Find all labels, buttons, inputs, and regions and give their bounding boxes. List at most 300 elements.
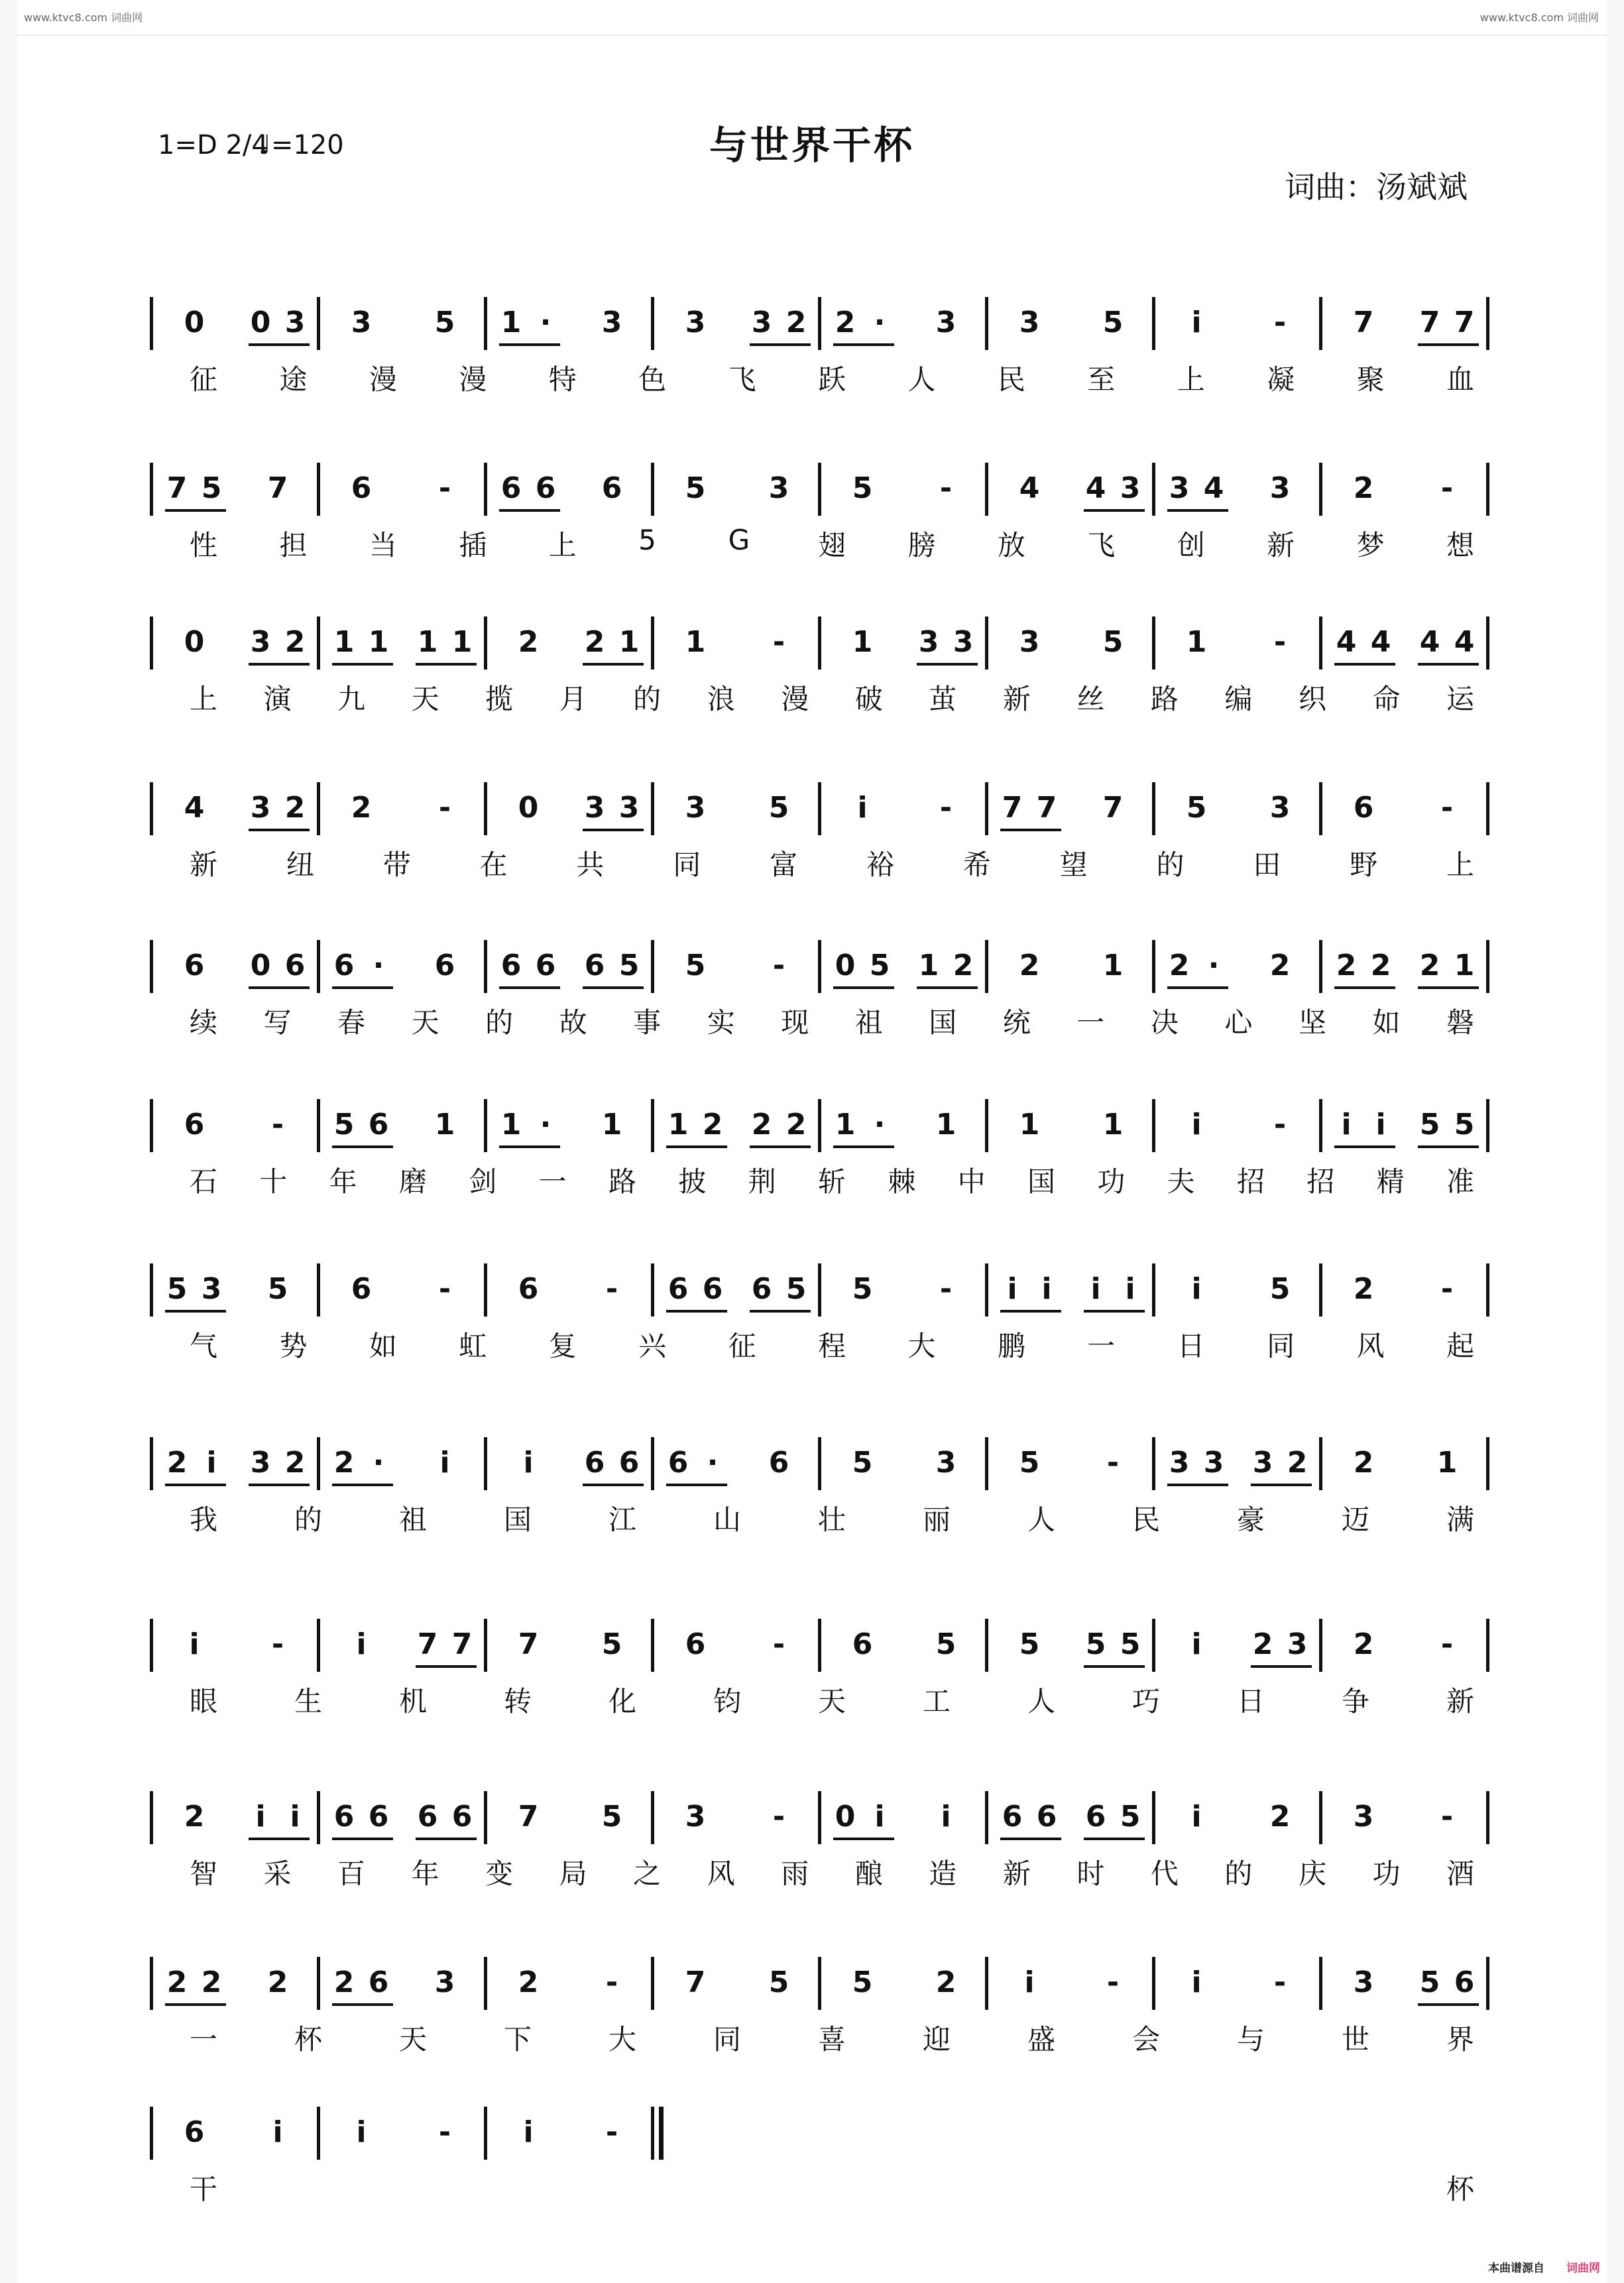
lyric-syllable: 人: [1027, 1685, 1056, 1718]
note: 2: [166, 1446, 188, 1480]
lyric-syllable: 虹: [459, 1330, 487, 1362]
note: 2: [1353, 1627, 1374, 1661]
eighth-underline: [499, 509, 560, 512]
note: 6: [1085, 1800, 1106, 1834]
note: 6: [667, 1446, 689, 1480]
lyric-syllable: 运: [1446, 683, 1475, 715]
eighth-underline: [332, 1145, 393, 1148]
lyric-syllable: 十: [259, 1165, 288, 1198]
note: 2: [284, 1446, 306, 1480]
lyric-syllable: 磨: [399, 1165, 428, 1198]
lyric-syllable: 雨: [781, 1857, 809, 1890]
eighth-underline: [1418, 2003, 1479, 2006]
lyric-syllable: 破: [854, 683, 883, 715]
note: 6: [1036, 1800, 1057, 1834]
note: 5: [166, 1272, 188, 1306]
note: -: [1273, 306, 1287, 339]
bar-line: [1319, 616, 1322, 670]
note: ·: [874, 306, 886, 339]
note: 3: [1019, 625, 1040, 659]
bar-line: [985, 1791, 988, 1844]
note: 5: [201, 471, 222, 505]
note: i: [189, 1627, 200, 1661]
bar-line: [1319, 297, 1322, 350]
note: 1: [918, 949, 939, 982]
lyric-syllable: 性: [190, 529, 218, 561]
bar-line: [1486, 1263, 1489, 1317]
note: 6: [518, 1272, 539, 1306]
footer-site-name: 词曲网: [1566, 2262, 1600, 2275]
note: 2: [1287, 1446, 1308, 1480]
bar-line: [317, 616, 320, 670]
lyric-syllable: 创: [1177, 529, 1205, 561]
bar-line: [651, 782, 654, 835]
note: 2: [1269, 1800, 1291, 1834]
lyric-syllable: 石: [190, 1165, 218, 1198]
eighth-underline: [1418, 343, 1479, 346]
bar-line: [818, 1791, 821, 1844]
note: 5: [852, 471, 873, 505]
note: 1: [685, 625, 706, 659]
lyric-syllable: 与: [1237, 2023, 1265, 2056]
lyric-syllable: 荆: [748, 1165, 776, 1198]
note: i: [255, 1800, 266, 1834]
bar-line: [1319, 1263, 1322, 1317]
note: -: [438, 2115, 451, 2149]
lyric-syllable: 天: [411, 683, 439, 715]
note: i: [1024, 1965, 1035, 1999]
note: -: [605, 2115, 618, 2149]
note: 2: [953, 949, 974, 982]
eighth-underline: [583, 986, 644, 989]
note: 1: [618, 625, 640, 659]
note: i: [439, 1446, 450, 1480]
lyric-syllable: 大: [609, 2023, 637, 2056]
note: 7: [1036, 791, 1057, 825]
note: -: [1440, 1272, 1454, 1306]
note: 6: [852, 1627, 873, 1661]
note: 1: [667, 1108, 689, 1142]
lyric-syllable: 茧: [929, 683, 957, 715]
note: 6: [351, 1272, 372, 1306]
note: 5: [852, 1965, 873, 1999]
note: 7: [1102, 791, 1124, 825]
bar-line: [484, 940, 487, 993]
bar-line: [651, 1437, 654, 1490]
bar-line: [150, 1957, 153, 2010]
lyric-syllable: 代: [1150, 1857, 1179, 1890]
lyric-syllable: 的: [485, 1006, 514, 1039]
lyric-syllable: 富: [770, 849, 798, 881]
bar-line: [1486, 616, 1489, 670]
lyric-syllable: 干: [190, 2173, 218, 2205]
lyric-syllable: 风: [1356, 1330, 1385, 1362]
note: 4: [1019, 471, 1040, 505]
bar-line: [1152, 463, 1155, 516]
bar-line: [1486, 1957, 1489, 2010]
lyric-syllable: 国: [929, 1006, 957, 1039]
lyric-syllable: 的: [633, 683, 662, 715]
note: i: [1007, 1272, 1017, 1306]
lyric-syllable: 演: [263, 683, 292, 715]
bar-line: [985, 1099, 988, 1152]
note: 6: [1002, 1800, 1023, 1834]
note: 0: [184, 306, 205, 339]
note: 6: [702, 1272, 723, 1306]
note: 4: [1336, 625, 1357, 659]
note: 6: [584, 949, 605, 982]
note: 3: [1169, 1446, 1190, 1480]
lyric-syllable: 如: [1372, 1006, 1401, 1039]
eighth-underline: [1167, 1484, 1228, 1486]
lyric-syllable: 风: [707, 1857, 735, 1890]
note: 6: [618, 1446, 640, 1480]
eighth-underline: [1334, 663, 1395, 666]
bar-line: [1486, 1791, 1489, 1844]
lyric-syllable: 复: [548, 1330, 577, 1362]
lyric-syllable: 界: [1446, 2023, 1475, 2056]
note: 4: [184, 791, 205, 825]
lyric-syllable: 漫: [459, 363, 487, 396]
note: 1: [1436, 1446, 1458, 1480]
note: 4: [1454, 625, 1475, 659]
note: 7: [518, 1627, 539, 1661]
lyric-syllable: 编: [1224, 683, 1253, 715]
note: 2: [201, 1965, 222, 1999]
lyric-syllable: 春: [337, 1006, 366, 1039]
note: 4: [1203, 471, 1224, 505]
eighth-underline: [332, 1484, 393, 1486]
note: 1: [601, 1108, 622, 1142]
eighth-underline: [1000, 829, 1061, 831]
bar-line: [484, 1619, 487, 1672]
bar-line: [1152, 1957, 1155, 2010]
lyric-syllable: 上: [190, 683, 218, 715]
lyric-syllable: 的: [1224, 1857, 1253, 1890]
bar-line: [484, 297, 487, 350]
lyric-syllable: 壮: [818, 1503, 846, 1536]
bar-line: [317, 463, 320, 516]
lyric-syllable: 特: [548, 363, 577, 396]
lyric-syllable: 精: [1376, 1165, 1405, 1198]
eighth-underline: [1251, 1665, 1312, 1668]
eighth-underline: [666, 1484, 727, 1486]
bar-line: [985, 1619, 988, 1672]
eighth-underline: [1084, 1310, 1145, 1313]
note: 6: [184, 949, 205, 982]
lyric-syllable: 民: [997, 363, 1025, 396]
note: 6: [368, 1108, 389, 1142]
bar-line: [1152, 1099, 1155, 1152]
lyric-syllable: 命: [1372, 683, 1401, 715]
key-signature: 1=D 2/4: [158, 130, 268, 160]
lyric-syllable: 眼: [190, 1685, 218, 1718]
bar-line: [651, 940, 654, 993]
note: 7: [451, 1627, 473, 1661]
note: 6: [667, 1272, 689, 1306]
eighth-underline: [499, 986, 560, 989]
bar-line: [1319, 1099, 1322, 1152]
note: 5: [1102, 306, 1124, 339]
lyric-syllable: 势: [279, 1330, 308, 1362]
bar-line: [1152, 1619, 1155, 1672]
left-margin-stripe: [0, 0, 17, 2283]
lyric-syllable: 写: [263, 1006, 292, 1039]
bar-line: [150, 297, 153, 350]
eighth-underline: [1334, 1145, 1395, 1148]
bar-line: [1152, 782, 1155, 835]
lyric-syllable: 统: [1002, 1006, 1031, 1039]
note: -: [271, 1108, 284, 1142]
note: 5: [768, 1965, 789, 1999]
note: 2: [518, 625, 539, 659]
bar-line: [484, 1791, 487, 1844]
note: 5: [785, 1272, 807, 1306]
lyric-syllable: 事: [633, 1006, 662, 1039]
note: 5: [1019, 1446, 1040, 1480]
note: 6: [685, 1627, 706, 1661]
note: 6: [284, 949, 306, 982]
note: 5: [1019, 1627, 1040, 1661]
bar-line: [1486, 782, 1489, 835]
notation-line: [150, 782, 1486, 915]
lyric-syllable: 现: [781, 1006, 809, 1039]
lyric-syllable: 梦: [1356, 529, 1385, 561]
note: 2: [1353, 471, 1374, 505]
note: i: [1191, 1272, 1202, 1306]
note: 2: [1269, 949, 1291, 982]
lyric-syllable: 喜: [818, 2023, 846, 2056]
eighth-underline: [1418, 986, 1479, 989]
eighth-underline: [249, 663, 310, 666]
note: 6: [417, 1800, 438, 1834]
note: i: [1341, 1108, 1352, 1142]
eighth-underline: [249, 986, 310, 989]
lyric-syllable: 我: [190, 1503, 218, 1536]
bar-line: [150, 463, 153, 516]
lyric-syllable: 的: [1156, 849, 1185, 881]
note: 1: [1454, 949, 1475, 982]
lyric-syllable: 程: [818, 1330, 846, 1362]
lyric-syllable: 功: [1372, 1857, 1401, 1890]
note: i: [523, 1446, 534, 1480]
bar-line: [818, 1263, 821, 1317]
note: 2: [1370, 949, 1391, 982]
note: 4: [1370, 625, 1391, 659]
note: 7: [1419, 306, 1440, 339]
eighth-underline: [833, 343, 894, 346]
eighth-underline: [1251, 1484, 1312, 1486]
notation-line: [150, 2107, 1486, 2239]
bar-line: [818, 940, 821, 993]
note: 3: [1353, 1965, 1374, 1999]
lyric-syllable: 漫: [369, 363, 397, 396]
note: 6: [351, 471, 372, 505]
bar-line: [317, 1791, 320, 1844]
note: 3: [1269, 471, 1291, 505]
note: -: [1106, 1965, 1120, 1999]
bar-line: [1486, 1619, 1489, 1672]
bar-line: [985, 1263, 988, 1317]
bar-line: [1152, 1437, 1155, 1490]
note: 3: [685, 791, 706, 825]
eighth-underline: [332, 2003, 393, 2006]
note: 6: [751, 1272, 772, 1306]
lyric-syllable: 同: [673, 849, 701, 881]
note: 6: [184, 2115, 205, 2149]
bar-line: [150, 1099, 153, 1152]
note: 5: [267, 1272, 288, 1306]
lyric-syllable: 飞: [1087, 529, 1116, 561]
note: 5: [601, 1800, 622, 1834]
bar-line: [985, 463, 988, 516]
lyric-syllable: 生: [294, 1685, 323, 1718]
note: 6: [601, 471, 622, 505]
lyric-syllable: 一: [538, 1165, 567, 1198]
notation-line: [150, 1099, 1486, 1232]
lyric-syllable: 天: [399, 2023, 428, 2056]
note: i: [874, 1800, 885, 1834]
lyric-syllable: 天: [818, 1685, 846, 1718]
bar-line: [317, 782, 320, 835]
note: 1: [935, 1108, 957, 1142]
eighth-underline: [1167, 509, 1228, 512]
note: 1: [333, 625, 355, 659]
lyric-syllable: 化: [609, 1685, 637, 1718]
lyric-syllable: 聚: [1356, 363, 1385, 396]
lyric-syllable: 田: [1253, 849, 1281, 881]
note: -: [772, 1800, 785, 1834]
note: -: [772, 1627, 785, 1661]
bar-line: [484, 1099, 487, 1152]
bar-line: [818, 1099, 821, 1152]
lyric-syllable: 漫: [781, 683, 809, 715]
note: 5: [333, 1108, 355, 1142]
note: i: [1191, 1108, 1202, 1142]
bar-line: [484, 2107, 487, 2160]
note: 5: [685, 471, 706, 505]
note: 5: [768, 791, 789, 825]
lyric-syllable: 飞: [728, 363, 756, 396]
note: 2: [1353, 1446, 1374, 1480]
note: 7: [685, 1965, 706, 1999]
note: -: [772, 625, 785, 659]
bar-line: [150, 782, 153, 835]
note: 0: [184, 625, 205, 659]
lyric-syllable: 裕: [866, 849, 894, 881]
lyric-syllable: 跃: [818, 363, 846, 396]
note: 2: [702, 1108, 723, 1142]
note: 6: [368, 1800, 389, 1834]
bar-line: [317, 297, 320, 350]
bar-line: [150, 2107, 153, 2160]
lyric-syllable: 征: [190, 363, 218, 396]
note: 3: [1287, 1627, 1308, 1661]
bar-line: [484, 782, 487, 835]
lyric-syllable: 国: [504, 1503, 532, 1536]
lyric-syllable: 天: [411, 1006, 439, 1039]
note: 3: [434, 1965, 455, 1999]
note: 3: [1019, 306, 1040, 339]
note: ·: [707, 1446, 719, 1480]
note: 4: [1085, 471, 1106, 505]
lyric-syllable: 智: [190, 1857, 218, 1890]
note: i: [523, 2115, 534, 2149]
bar-line: [818, 297, 821, 350]
notation-line: [150, 1619, 1486, 1751]
note: 2: [284, 625, 306, 659]
eighth-underline: [165, 509, 226, 512]
eighth-underline: [165, 1484, 226, 1486]
bar-line: [1319, 463, 1322, 516]
note: 6: [184, 1108, 205, 1142]
note: 3: [953, 625, 974, 659]
eighth-underline: [332, 986, 393, 989]
eighth-underline: [1167, 986, 1228, 989]
note: 0: [518, 791, 539, 825]
final-bar-line: [659, 2107, 664, 2160]
note: 5: [1186, 791, 1207, 825]
site-watermark-right: www.ktvc8.com 词曲网: [1479, 11, 1599, 24]
note: 6: [368, 1965, 389, 1999]
lyric-syllable: 日: [1237, 1685, 1265, 1718]
bar-line: [484, 1263, 487, 1317]
note: 6: [333, 949, 355, 982]
lyric-syllable: 气: [190, 1330, 218, 1362]
note: 2: [785, 1108, 807, 1142]
lyric-syllable: 续: [190, 1006, 218, 1039]
lyric-syllable: 江: [609, 1503, 637, 1536]
eighth-underline: [499, 343, 560, 346]
note: 2: [751, 1108, 772, 1142]
lyric-syllable: 采: [263, 1857, 292, 1890]
bar-line: [651, 297, 654, 350]
note: 5: [685, 949, 706, 982]
bar-line: [818, 463, 821, 516]
note: 5: [1419, 1108, 1440, 1142]
note: i: [1191, 1965, 1202, 1999]
lyric-syllable: 在: [479, 849, 508, 881]
lyric-syllable: 功: [1097, 1165, 1126, 1198]
lyric-syllable: 新: [1002, 683, 1031, 715]
eighth-underline: [583, 829, 644, 831]
note: 2: [1336, 949, 1357, 982]
note: 1: [451, 625, 473, 659]
note: 6: [1353, 791, 1374, 825]
lyric-syllable: 会: [1132, 2023, 1161, 2056]
lyric-syllable: 棘: [888, 1165, 916, 1198]
eighth-underline: [1418, 663, 1479, 666]
bar-line: [651, 1099, 654, 1152]
bar-line: [985, 1957, 988, 2010]
eighth-underline: [249, 829, 310, 831]
lyric-syllable: 工: [923, 1685, 951, 1718]
lyric-syllable: 磐: [1446, 1006, 1475, 1039]
note: 1: [1019, 1108, 1040, 1142]
note: ·: [540, 306, 551, 339]
note: 3: [1269, 791, 1291, 825]
bar-line: [484, 616, 487, 670]
lyric-syllable: 酒: [1446, 1857, 1475, 1890]
bar-line: [1152, 1791, 1155, 1844]
lyric-syllable: 百: [337, 1857, 366, 1890]
lyric-syllable: 上: [548, 529, 577, 561]
lyric-syllable: 祖: [399, 1503, 428, 1536]
note: 1: [1102, 1108, 1124, 1142]
bar-line: [317, 1957, 320, 2010]
bar-line: [317, 940, 320, 993]
note: 2: [333, 1965, 355, 1999]
